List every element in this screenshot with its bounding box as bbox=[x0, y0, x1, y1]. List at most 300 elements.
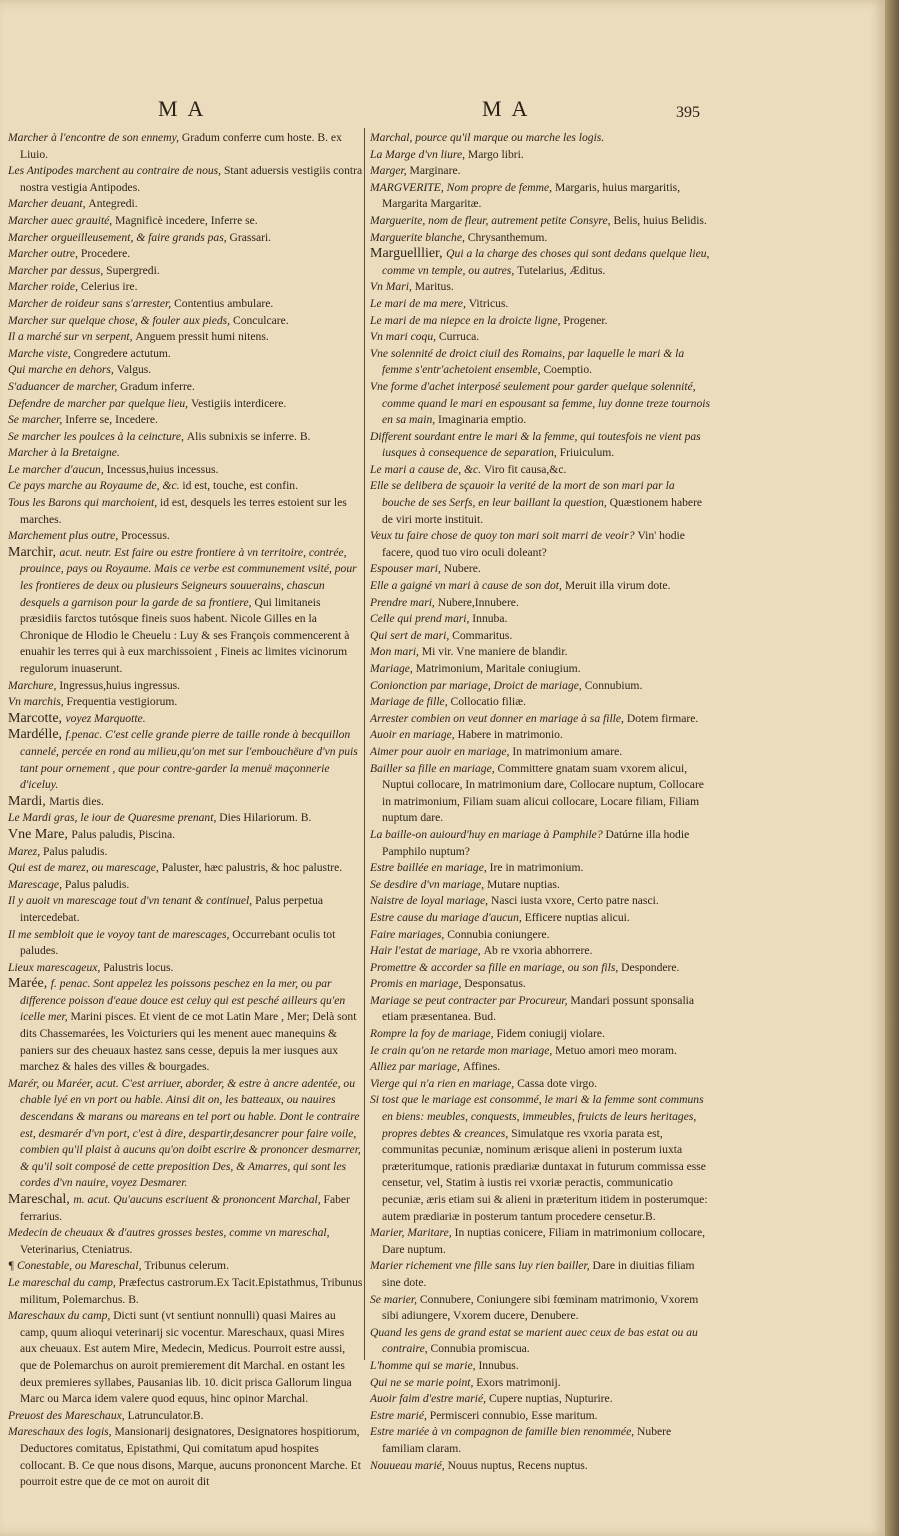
entry-french: La baille-on auiourd'huy en mariage à Pamphile? bbox=[370, 827, 606, 841]
dictionary-entry bbox=[8, 528, 363, 545]
dictionary-entry bbox=[370, 1375, 710, 1392]
dictionary-entry bbox=[8, 495, 363, 528]
entry-french: MARGVERITE, Nom propre de femme, bbox=[370, 180, 555, 194]
dictionary-entry bbox=[370, 578, 710, 595]
entry-french: Elle se delibera de sçauoir la verité de la mort de son mari par la bouche de ses Serfs, en leur baillant la question, bbox=[370, 479, 675, 510]
entry-latin: Inferre se, Incedere. bbox=[65, 413, 158, 427]
entry-latin: Conculcare. bbox=[232, 313, 289, 327]
dictionary-entry bbox=[370, 661, 710, 678]
entry-latin: Progener. bbox=[563, 313, 608, 327]
entry-french: Promettre & accorder sa fille en mariage, ou son fils, bbox=[370, 960, 622, 974]
dictionary-entry bbox=[370, 860, 710, 877]
entry-latin: Viro fit causa,&c. bbox=[484, 462, 567, 476]
entry-latin: Nubere familiam claram. bbox=[382, 1425, 672, 1455]
entry-french: ¶ Conestable, ou Mareschal, bbox=[8, 1259, 145, 1273]
dictionary-entry bbox=[8, 263, 363, 280]
entry-french: Marguerite blanche, bbox=[370, 230, 468, 244]
dictionary-entry bbox=[370, 877, 710, 894]
dictionary-entry bbox=[370, 346, 710, 379]
dictionary-entry bbox=[370, 611, 710, 628]
entry-latin: Faber ferrarius. bbox=[20, 1193, 350, 1223]
dictionary-entry bbox=[370, 827, 710, 860]
left-column bbox=[8, 130, 363, 1491]
entry-headword: Marchir, bbox=[8, 544, 60, 560]
entry-french: L'homme qui se marie, bbox=[370, 1358, 479, 1372]
entry-headword: Mareschal, bbox=[8, 1192, 74, 1207]
entry-headword: Mardi, bbox=[8, 793, 50, 809]
entry-french: Marier richement vne fille sans luy rien bailler, bbox=[370, 1259, 593, 1273]
entry-french: Marcher roide, bbox=[8, 280, 81, 294]
entry-french: Auoir faim d'estre marié, bbox=[370, 1392, 489, 1406]
entry-french: Tous les Barons qui marchoient, bbox=[8, 496, 161, 510]
entry-latin: Antegredi. bbox=[88, 197, 138, 211]
entry-latin: Procedere. bbox=[80, 247, 131, 261]
entry-french: Different sourdant entre le mari & la femme, qui toutesfois ne vient pas iusques à consequence de separation, bbox=[370, 429, 701, 460]
entry-latin: Palus paludis. bbox=[64, 877, 130, 891]
entry-french: Le mari a cause de, &c. bbox=[370, 462, 484, 476]
entry-french: Il me sembloit que ie voyoy tant de marescages, bbox=[8, 927, 233, 941]
entry-french: Marcher à la Bretaigne. bbox=[8, 446, 120, 460]
entry-french: Conionction par mariage, Droict de mariage, bbox=[370, 678, 585, 692]
entry-french: Le mari de ma mere, bbox=[370, 296, 469, 310]
dictionary-entry bbox=[370, 1408, 710, 1425]
entry-latin: Margaris, huius margaritis, Margarita Margaritæ. bbox=[382, 180, 681, 211]
dictionary-entry bbox=[8, 230, 363, 247]
dictionary-entry bbox=[8, 379, 363, 396]
entry-french: Marche viste, bbox=[8, 346, 74, 360]
dictionary-entry bbox=[8, 893, 363, 926]
entry-latin: Margo libri. bbox=[467, 147, 524, 161]
entry-latin: Connubia coniungere. bbox=[447, 927, 550, 941]
entry-latin: Connubere, Coniungere sibi fœminam matrimonio, Vxorem sibi adiungere, Vxorem ducere, Denubere. bbox=[382, 1292, 699, 1323]
dictionary-entry bbox=[8, 362, 363, 379]
entry-latin: Dare in diuitias filiam sine dote. bbox=[382, 1259, 695, 1289]
dictionary-entry bbox=[8, 1275, 363, 1308]
entry-french: Marchure, bbox=[8, 678, 60, 692]
entry-latin: Occurrebant oculis tot paludes. bbox=[20, 927, 336, 958]
dictionary-entry bbox=[8, 860, 363, 877]
right-column bbox=[370, 130, 710, 1474]
entry-french: Marescage, bbox=[8, 877, 65, 891]
dictionary-entry bbox=[370, 379, 710, 429]
dictionary-entry bbox=[370, 279, 710, 296]
dictionary-entry bbox=[8, 329, 363, 346]
dictionary-entry bbox=[8, 694, 363, 711]
entry-latin: Exors matrimonij. bbox=[476, 1375, 561, 1389]
entry-latin: Nouus nuptus, Recens nuptus. bbox=[447, 1458, 588, 1472]
dictionary-entry bbox=[370, 1424, 710, 1457]
entry-latin: Simulatque res vxoria parata est, communitas pecuniæ, nominum ærisque alieni in posterum iuxta præteritumque, rationis prædiariæ duntaxat in futurum commissa esse censetur, vel, Statim à iustis rei vxoriæ peractis, communicatio pecuniæ, æris etiam sui & alieni in præteritum itidem in posterumque: autem prædiariæ in posterum tantum procedere censetur.B. bbox=[382, 1126, 708, 1223]
entry-latin: Mi vir. Vne maniere de blandir. bbox=[421, 645, 568, 659]
entry-latin: Vestigiis interdicere. bbox=[190, 396, 287, 410]
entry-french: Nouueau marié, bbox=[370, 1458, 448, 1472]
entry-french: Vne solennité de droict ciuil des Romains, par laquelle le mari & la femme s'entr'achetoient ensemble, bbox=[370, 346, 685, 377]
entry-french: Marcher par dessus, bbox=[8, 263, 107, 277]
entry-latin: Datúrne illa hodie Pamphilo nuptum? bbox=[382, 827, 690, 858]
entry-latin: Ire in matrimonium. bbox=[489, 861, 584, 875]
dictionary-entry bbox=[370, 628, 710, 645]
entry-french: Si tost que le mariage est consommé, le mari & la femme sont communs en biens: meubles, conquests, immeubles, fruicts de leurs heritages, propres debtes & creances, bbox=[370, 1093, 704, 1140]
entry-latin: Marginare. bbox=[409, 164, 461, 178]
dictionary-entry bbox=[8, 1258, 363, 1275]
entry-french: Marcher à l'encontre de son ennemy, bbox=[8, 131, 182, 144]
entry-french: Il y auoit vn marescage tout d'vn tenant & continuel, bbox=[8, 894, 256, 908]
entry-french: Se marcher les poulces à la ceincture, bbox=[8, 429, 187, 443]
dictionary-entry bbox=[8, 462, 363, 479]
dictionary-entry bbox=[370, 1391, 710, 1408]
dictionary-entry bbox=[8, 396, 363, 413]
entry-latin: Paluster, hæc palustris, & hoc palustre. bbox=[161, 861, 343, 875]
entry-latin: Qui limitaneis præsidiis farctos tutósque fineis suos habent. Nicole Gilles en la Chronique de Hlodio le Cheuelu : Luy & ses François commencerent à enuahir les terres qui à eux marchissoient , Fineis ac limites vicinorum regulorum inuaserunt. bbox=[20, 595, 350, 675]
entry-latin: Fidem coniugij violare. bbox=[496, 1027, 605, 1041]
entry-french: Faire mariages, bbox=[370, 927, 448, 941]
entry-latin: In matrimonium amare. bbox=[512, 744, 623, 758]
entry-french: Mareschaux des logis, bbox=[8, 1425, 115, 1439]
entry-french: Defendre de marcher par quelque lieu, bbox=[8, 396, 191, 410]
entry-french: Marcher outre, bbox=[8, 247, 81, 261]
entry-latin: Commaritus. bbox=[452, 628, 513, 642]
dictionary-entry bbox=[8, 313, 363, 330]
entry-french: Marier, Maritare, bbox=[370, 1226, 455, 1240]
entry-latin: Habere in matrimonio. bbox=[457, 728, 563, 742]
entry-latin: Contentius ambulare. bbox=[174, 296, 274, 310]
dictionary-entry bbox=[370, 910, 710, 927]
dictionary-entry bbox=[370, 644, 710, 661]
dictionary-entry bbox=[8, 296, 363, 313]
entry-french: Le marcher d'aucun, bbox=[8, 462, 107, 476]
entry-latin: Collocatio filiæ. bbox=[450, 695, 526, 709]
entry-latin: Latrunculator.B. bbox=[127, 1408, 204, 1422]
entry-french: Le mari de ma niepce en la droicte ligne, bbox=[370, 313, 564, 327]
entry-latin: Mandari possunt sponsalia etiam præsentanea. Bud. bbox=[382, 993, 695, 1024]
entry-french: Elle a gaigné vn mari à cause de son dot, bbox=[370, 579, 565, 593]
entry-french: Vierge qui n'a rien en mariage, bbox=[370, 1076, 518, 1090]
entry-french: Il a marché sur vn serpent, bbox=[8, 330, 136, 344]
dictionary-entry bbox=[370, 246, 710, 279]
dictionary-entry bbox=[8, 213, 363, 230]
entry-french: Marchal, pource qu'il marque ou marche les logis. bbox=[370, 131, 605, 144]
dictionary-entry bbox=[370, 1026, 710, 1043]
entry-latin: Vitricus. bbox=[468, 296, 509, 310]
entry-french: acut. neutr. Est faire ou estre frontiere à vn territoire, contrée, prouince, pays ou Royaume. Mais ce verbe est communement vsité, pour les frontieres de deux ou plusieurs Seigneurs souuerains, chascun desquels a garnison pour la garde de sa frontiere, bbox=[20, 545, 357, 609]
dictionary-entry bbox=[8, 445, 363, 462]
entry-french: Aimer pour auoir en mariage, bbox=[370, 744, 513, 758]
dictionary-entry bbox=[8, 927, 363, 960]
dictionary-entry bbox=[8, 246, 363, 263]
dictionary-entry bbox=[370, 130, 710, 147]
entry-french: Arrester combien on veut donner en mariage à sa fille, bbox=[370, 711, 627, 725]
dictionary-entry bbox=[370, 163, 710, 180]
entry-french: Vn Mari, bbox=[370, 280, 415, 294]
entry-french: Mariage, bbox=[370, 662, 416, 675]
entry-latin: Supergredi. bbox=[106, 263, 160, 277]
entry-french: Qui marche en dehors, bbox=[8, 363, 117, 377]
entry-headword: Vne Mare, bbox=[8, 826, 72, 842]
entry-latin: Vin' hodie facere, quod tuo viro oculi doleant? bbox=[382, 529, 685, 559]
dictionary-entry bbox=[370, 213, 710, 230]
dictionary-entry bbox=[370, 976, 710, 993]
dictionary-entry bbox=[8, 960, 363, 977]
entry-latin: Desponsatus. bbox=[464, 977, 526, 991]
entry-french: Mariage de fille, bbox=[370, 695, 451, 709]
entry-latin: Matrimonium, Maritale coniugium. bbox=[415, 662, 581, 675]
entry-french: S'aduancer de marcher, bbox=[8, 379, 121, 393]
dictionary-entry bbox=[8, 794, 363, 811]
page-number: 395 bbox=[676, 104, 700, 121]
entry-french: Le Mardi gras, le iour de Quaresme prenant, bbox=[8, 811, 220, 825]
entry-latin: Mansionarij designatores, Designatores hospitiorum, Deductores comitatus, Epistathmi, Qui comitatum apud hospites collocant. B. Ce que nous disons, Marque, aucuns prononcent Marche. Et pourroit estre que de ce mot on auroit dit bbox=[20, 1425, 361, 1489]
entry-latin: Alis subnixis se inferre. B. bbox=[186, 429, 311, 443]
entry-french: Mareschaux du camp, bbox=[8, 1309, 114, 1323]
entry-latin: Curruca. bbox=[438, 330, 480, 344]
dictionary-entry bbox=[370, 761, 710, 827]
entry-latin: Gradum inferre. bbox=[120, 379, 195, 393]
dictionary-entry bbox=[8, 1308, 363, 1408]
entry-french: Promis en mariage, bbox=[370, 977, 465, 991]
entry-french: Vn marchis, bbox=[8, 695, 67, 709]
dictionary-entry bbox=[370, 147, 710, 164]
entry-latin: Metuo amori meo moram. bbox=[555, 1043, 677, 1057]
entry-latin: Innuba. bbox=[472, 612, 508, 626]
entry-french: Estre baillée en mariage, bbox=[370, 861, 490, 875]
entry-latin: Affines. bbox=[462, 1060, 501, 1074]
entry-latin: Cupere nuptias, Nupturire. bbox=[488, 1392, 613, 1406]
entry-french: Mon mari, bbox=[370, 645, 422, 659]
entry-french: Espouser mari, bbox=[370, 562, 444, 576]
entry-french: Rompre la foy de mariage, bbox=[370, 1027, 497, 1041]
dictionary-entry bbox=[8, 877, 363, 894]
dictionary-entry bbox=[8, 545, 363, 678]
entry-latin: Palus perpetua intercedebat. bbox=[20, 894, 324, 924]
dictionary-entry bbox=[370, 1059, 710, 1076]
entry-latin: Marini pisces. Et vient de ce mot Latin Mare , Mer; Delà sont dits Chassemarées, les Voicturiers qui les menent auec manequins & paniers sur des cheuaux hastez sans cesse, depuis la mer iusques aux marchez & hales des villes & bourgades. bbox=[20, 1010, 357, 1074]
entry-latin: Tribunus celerum. bbox=[144, 1259, 229, 1273]
dictionary-entry bbox=[8, 1225, 363, 1258]
dictionary-entry bbox=[370, 1076, 710, 1093]
dictionary-entry bbox=[370, 180, 710, 213]
dictionary-entry bbox=[370, 927, 710, 944]
entry-latin: Permisceri connubio, Esse maritum. bbox=[429, 1408, 598, 1422]
entry-french: Preuost des Mareschaux, bbox=[8, 1408, 128, 1422]
entry-french: Qui sert de mari, bbox=[370, 628, 453, 642]
entry-latin: Processus. bbox=[121, 529, 170, 543]
entry-french: Marcher deuant, bbox=[8, 197, 89, 211]
entry-latin: Quæstionem habere de viri morte instituit. bbox=[382, 496, 703, 526]
dictionary-entry bbox=[370, 727, 710, 744]
running-head-left: MA bbox=[158, 96, 214, 121]
dictionary-entry bbox=[8, 711, 363, 728]
entry-latin: Præfectus castrorum.Ex Tacit.Epistathmus, Tribunus militum, Polemarchus. B. bbox=[20, 1275, 363, 1306]
dictionary-entry bbox=[8, 1408, 363, 1425]
entry-french: f.penac. C'est celle grande pierre de taille ronde à becquillon cannelé, percée en rond au milieu,qu'on met sur l'embouchëure d'vn puis tant pour ornement , que pour contre-garder la menuë maçonnerie d'iceluy. bbox=[20, 728, 358, 792]
entry-latin: Mutare nuptias. bbox=[487, 877, 560, 891]
dictionary-entry bbox=[370, 230, 710, 247]
dictionary-entry bbox=[370, 1358, 710, 1375]
entry-french: Les Antipodes marchent au contraire de nous, bbox=[8, 164, 224, 178]
entry-latin: Ingressus,huius ingressus. bbox=[59, 678, 181, 692]
entry-french: Ie crain qu'on ne retarde mon mariage, bbox=[370, 1043, 556, 1057]
entry-french: Se marcher, bbox=[8, 413, 66, 427]
entry-french: voyez Marquotte. bbox=[65, 711, 146, 725]
entry-french: Marguerite, nom de fleur, autrement petite Consyre, bbox=[370, 213, 614, 227]
dictionary-entry bbox=[370, 329, 710, 346]
entry-french: Estre mariée à vn compagnon de famille bien renommée, bbox=[370, 1425, 638, 1439]
entry-french: Medecin de cheuaux & d'autres grosses bestes, comme vn mareschal, bbox=[8, 1226, 330, 1240]
entry-french: Ce pays marche au Royaume de, &c. bbox=[8, 479, 183, 493]
entry-latin: Cassa dote virgo. bbox=[517, 1076, 598, 1090]
entry-french: Celle qui prend mari, bbox=[370, 612, 473, 626]
entry-latin: Palus paludis. bbox=[43, 844, 108, 858]
entry-latin: Dicti sunt (vt sentiunt nonnulli) quasi Maires au camp, quum alioqui veterinarij sic vocentur. Mareschaux, quasi Mires aux cheuaux. Est autem Mire, Medecin, Medicus. Pourroit estre aussi, que de Polemarchus on auroit premierement dit Marchal. en ostant les deux premieres syllabes, Pausanias lib. 10. dicit prisca Gallorum lingua Marc ou Marca idem valere quod equus, hinc opinor Marchal. bbox=[20, 1309, 352, 1406]
entry-latin: Gradum conferre cum hoste. B. ex Liuio. bbox=[20, 131, 342, 161]
dictionary-entry bbox=[370, 1092, 710, 1225]
dictionary-entry bbox=[370, 960, 710, 977]
entry-latin: Innubus. bbox=[478, 1358, 519, 1372]
dictionary-entry bbox=[8, 163, 363, 196]
entry-french: Marcher orgueilleusement, & faire grands pas, bbox=[8, 230, 230, 244]
entry-latin: Imaginaria emptio. bbox=[438, 413, 527, 427]
dictionary-entry bbox=[370, 694, 710, 711]
dictionary-entry bbox=[370, 678, 710, 695]
dictionary-entry bbox=[370, 296, 710, 313]
entry-latin: Connubium. bbox=[584, 678, 643, 692]
entry-latin: Friuiculum. bbox=[559, 446, 615, 460]
entry-latin: Tutelarius, Æditus. bbox=[517, 263, 606, 277]
entry-french: m. acut. Qu'aucuns escriuent & prononcent Marchal, bbox=[73, 1193, 324, 1206]
entry-french: Qui ne se marie point, bbox=[370, 1375, 477, 1389]
entry-latin: Efficere nuptias alicui. bbox=[524, 910, 630, 924]
dictionary-entry bbox=[370, 1043, 710, 1060]
dictionary-entry bbox=[370, 1258, 710, 1291]
entry-latin: Coemptio. bbox=[543, 363, 593, 377]
entry-french: Hair l'estat de mariage, bbox=[370, 944, 484, 958]
dictionary-entry bbox=[370, 744, 710, 761]
entry-french: Le mareschal du camp, bbox=[8, 1275, 119, 1289]
entry-latin: Palus paludis, Piscina. bbox=[71, 827, 176, 841]
entry-french: Se marier, bbox=[370, 1292, 420, 1306]
dictionary-entry bbox=[8, 412, 363, 429]
entry-french: Marér, ou Maréer, acut. C'est arriuer, aborder, & estre à ancre adentée, ou chable lyé en vn port ou hable. Ainsi dit on, les batteaux, ou nauires descendans & marans ou mareans en tel port ou hable. Dont le contraire est, desmarér d'vn port, c'est à dire, despartir,desancrer pour faire voile, combien qu'il plaist à aucuns qu'on doibt escrire & prononcer desmarrer, & qu'il soit composé de cette preposition Des, & Amarres, qui sont les cordes d'vn nauire, voyez Desmarer. bbox=[8, 1076, 361, 1190]
entry-french: Qui est de marez, ou marescage, bbox=[8, 861, 162, 875]
entry-latin: Dotem firmare. bbox=[626, 711, 699, 725]
dictionary-entry bbox=[370, 1325, 710, 1358]
dictionary-entry bbox=[8, 678, 363, 695]
dictionary-entry bbox=[8, 130, 363, 163]
entry-latin: Frequentia vestigiorum. bbox=[66, 695, 178, 709]
entry-headword: Marée, bbox=[8, 976, 51, 992]
entry-headword: Mardélle, bbox=[8, 727, 66, 743]
entry-latin: Magnificè incedere, Inferre se. bbox=[115, 213, 258, 227]
entry-french: La Marge d'vn liure, bbox=[370, 147, 468, 161]
entry-french: Auoir en mariage, bbox=[370, 728, 458, 742]
dictionary-entry bbox=[8, 1424, 363, 1490]
entry-latin: Dies Hilariorum. B. bbox=[219, 811, 312, 825]
entry-latin: Chrysanthemum. bbox=[467, 230, 548, 244]
dictionary-entry bbox=[370, 313, 710, 330]
dictionary-entry bbox=[8, 429, 363, 446]
entry-french: Vne forme d'achet interposé seulement pour garder quelque solennité, comme quand le mari en espousant sa femme, luy donne treze tournois en sa main, bbox=[370, 379, 711, 427]
entry-latin: Ab re vxoria abhorrere. bbox=[483, 944, 593, 958]
column-divider bbox=[364, 128, 365, 1360]
entry-french: Marcher de roideur sans s'arrester, bbox=[8, 296, 175, 310]
dictionary-entry bbox=[8, 346, 363, 363]
entry-latin: Celerius ire. bbox=[80, 280, 138, 294]
entry-latin: Nubere. bbox=[443, 562, 481, 576]
entry-latin: Connubia promiscua. bbox=[430, 1342, 530, 1356]
entry-latin: Committere gnatam suam vxorem alicui, Nuptui collocare, In matrimonium dare, Collocare nuptum, Collocare in matrimonium, Filiam suam alicui collocare, Locare filiam, Filiam nuptum dare. bbox=[382, 761, 704, 825]
entry-latin: Stant aduersis vestigiis contra nostra vestigia Antipodes. bbox=[20, 164, 363, 194]
entry-latin: Maritus. bbox=[414, 280, 454, 294]
entry-latin: Grassari. bbox=[229, 230, 272, 244]
dictionary-entry bbox=[8, 1192, 363, 1225]
entry-french: Qui a la charge des choses qui sont dedans quelque lieu, comme vn temple, ou autres, bbox=[382, 247, 710, 277]
dictionary-entry bbox=[370, 462, 710, 479]
page-edge bbox=[885, 0, 899, 1536]
entry-latin: Nubere,Innubere. bbox=[437, 595, 519, 609]
dictionary-entry bbox=[370, 1292, 710, 1325]
dictionary-entry bbox=[8, 827, 363, 844]
entry-latin: Congredere actutum. bbox=[73, 346, 171, 360]
entry-latin: Belis, huius Belidis. bbox=[613, 213, 707, 227]
dictionary-entry bbox=[8, 478, 363, 495]
entry-french: Prendre mari, bbox=[370, 595, 438, 609]
entry-latin: Despondere. bbox=[621, 960, 680, 974]
dictionary-entry bbox=[370, 711, 710, 728]
dictionary-entry bbox=[370, 528, 710, 561]
dictionary-entry bbox=[370, 561, 710, 578]
entry-french: Se desdire d'vn mariage, bbox=[370, 877, 487, 891]
entry-french: Estre cause du mariage d'aucun, bbox=[370, 910, 525, 924]
dictionary-entry bbox=[8, 279, 363, 296]
entry-headword: Marcotte, bbox=[8, 710, 66, 726]
entry-french: Marchement plus outre, bbox=[8, 529, 122, 543]
dictionary-entry bbox=[370, 429, 710, 462]
dictionary-entry bbox=[370, 943, 710, 960]
dictionary-entry bbox=[8, 810, 363, 827]
entry-latin: Valgus. bbox=[116, 363, 152, 377]
dictionary-entry bbox=[370, 1458, 710, 1475]
entry-french: Veux tu faire chose de quoy ton mari soit marri de veoir? bbox=[370, 529, 638, 543]
entry-latin: Meruit illa virum dote. bbox=[564, 579, 671, 593]
entry-french: Lieux marescageux, bbox=[8, 960, 104, 974]
dictionary-entry bbox=[370, 893, 710, 910]
entry-latin: Incessus,huius incessus. bbox=[106, 462, 219, 476]
dictionary-entry bbox=[370, 595, 710, 612]
entry-french: Alliez par mariage, bbox=[370, 1060, 463, 1074]
entry-latin: Veterinarius, Cteniatrus. bbox=[20, 1242, 133, 1256]
entry-latin: id est, touche, est confin. bbox=[182, 479, 298, 493]
dictionary-entry bbox=[8, 976, 363, 1076]
entry-french: f. penac. Sont appelez les poissons peschez en la mer, ou par difference poisson d'eaue douce est celuy qui est pesché ailleurs qu'en icelle mer, bbox=[20, 977, 346, 1024]
entry-french: Bailler sa fille en mariage, bbox=[370, 761, 498, 775]
entry-latin: Palustris locus. bbox=[103, 960, 174, 974]
entry-french: Mariage se peut contracter par Procureur, bbox=[370, 993, 571, 1007]
entry-latin: Martis dies. bbox=[49, 794, 104, 808]
entry-french: Marcher sur quelque chose, & fouler aux pieds, bbox=[8, 313, 233, 327]
dictionary-entry bbox=[370, 478, 710, 528]
entry-french: Vn mari coqu, bbox=[370, 330, 439, 344]
dictionary-entry bbox=[8, 844, 363, 861]
entry-latin: id est, desquels les terres estoient sur les marches. bbox=[20, 496, 347, 526]
entry-french: Marez, bbox=[8, 844, 43, 858]
dictionary-entry bbox=[370, 1225, 710, 1258]
entry-french: Estre marié, bbox=[370, 1408, 430, 1422]
entry-headword: Marguelllier, bbox=[370, 246, 447, 262]
entry-french: Naistre de loyal mariage, bbox=[370, 894, 491, 908]
entry-latin: Nasci iusta vxore, Certo patre nasci. bbox=[490, 894, 659, 908]
entry-french: Marcher auec grauité, bbox=[8, 213, 116, 227]
dictionary-entry bbox=[8, 727, 363, 793]
